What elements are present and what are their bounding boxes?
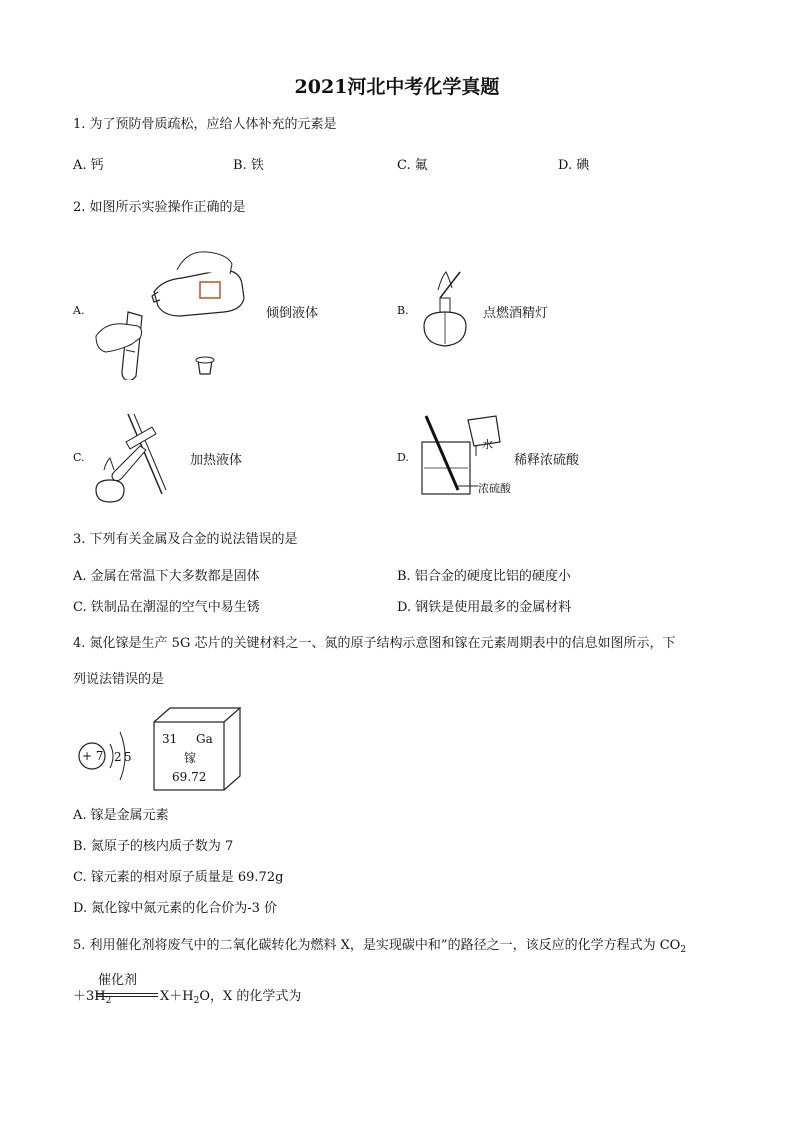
eq-left: ＋3H (73, 989, 106, 1004)
atom-shell-2: 5 (124, 750, 132, 764)
q2-option-b-letter: B. (397, 304, 409, 317)
acid-label: 浓硫酸 (478, 482, 511, 495)
question-5-equation-right (160, 988, 301, 1007)
q3-option-b: B. 铝合金的硬度比铝的硬度小 (397, 569, 571, 584)
pouring-liquid-figure (92, 240, 252, 380)
atom-nucleus-charge: + 7 (82, 749, 104, 763)
q1-option-c: C. 氟 (397, 158, 428, 173)
question-4-stem-line1: 4. 氮化镓是生产 5G 芯片的关键材料之一、氮的原子结构示意图和镓在元素周期表中的信息如图所示，下 (73, 636, 676, 651)
q2-option-c-letter: C. (73, 451, 85, 464)
question-3-stem: 3. 下列有关金属及合金的说法错误的是 (73, 532, 298, 547)
q1-option-b: B. 铁 (233, 158, 264, 173)
element-symbol: Ga (196, 732, 213, 746)
q1-option-a: A. 钙 (73, 158, 104, 173)
q2-option-c-caption: 加热液体 (190, 453, 243, 468)
q2-option-a-letter: A. (73, 304, 85, 317)
alcohol-lamp-figure (416, 268, 476, 356)
q3-option-d: D. 钢铁是使用最多的金属材料 (397, 600, 572, 615)
question-5-stem-line1 (73, 937, 686, 956)
q2-option-a-caption: 倾倒液体 (266, 306, 319, 321)
q4-option-b: B. 氮原子的核内质子数为 7 (73, 839, 234, 854)
eq-right: X＋H (160, 989, 194, 1004)
catalyst-label: 催化剂 (98, 973, 138, 988)
q2-option-d-caption: 稀释浓硫酸 (514, 453, 580, 468)
question-2-stem: 2. 如图所示实验操作正确的是 (73, 200, 246, 215)
page-title: 2021河北中考化学真题 (294, 76, 500, 98)
element-atomic-number: 31 (162, 732, 178, 746)
q4-option-c: C. 镓元素的相对原子质量是 69.72g (73, 870, 284, 885)
question-4-stem-line2: 列说法错误的是 (73, 672, 165, 687)
co2-subscript: 2 (680, 945, 687, 955)
q5-stem-text: 5. 利用催化剂将废气中的二氧化碳转化为燃料 X，是实现碳中和”的路径之一，该反应的化学方程式为 CO (73, 938, 681, 953)
heating-liquid-figure (88, 410, 188, 506)
element-name: 镓 (184, 751, 197, 765)
h2-subscript: 2 (105, 996, 112, 1006)
question-5-equation (73, 988, 111, 1007)
water-label: 水 (482, 438, 493, 451)
question-1-stem: 1. 为了预防骨质疏松，应给人体补充的元素是 (73, 117, 337, 132)
q1-option-d: D. 碘 (558, 158, 590, 173)
q3-option-a: A. 金属在常温下大多数都是固体 (73, 569, 260, 584)
q3-option-c: C. 铁制品在潮湿的空气中易生锈 (73, 600, 260, 615)
element-atomic-mass: 69.72 (172, 770, 207, 784)
atom-shell-1: 2 (114, 750, 122, 764)
q4-option-d: D. 氮化镓中氮元素的化合价为-3 价 (73, 901, 278, 916)
q2-option-d-letter: D. (397, 451, 409, 464)
q2-option-b-caption: 点燃酒精灯 (483, 306, 549, 321)
h2o-subscript: 2 (193, 996, 200, 1006)
eq-tail: O，X 的化学式为 (199, 989, 302, 1004)
q4-option-a: A. 镓是金属元素 (73, 808, 169, 823)
